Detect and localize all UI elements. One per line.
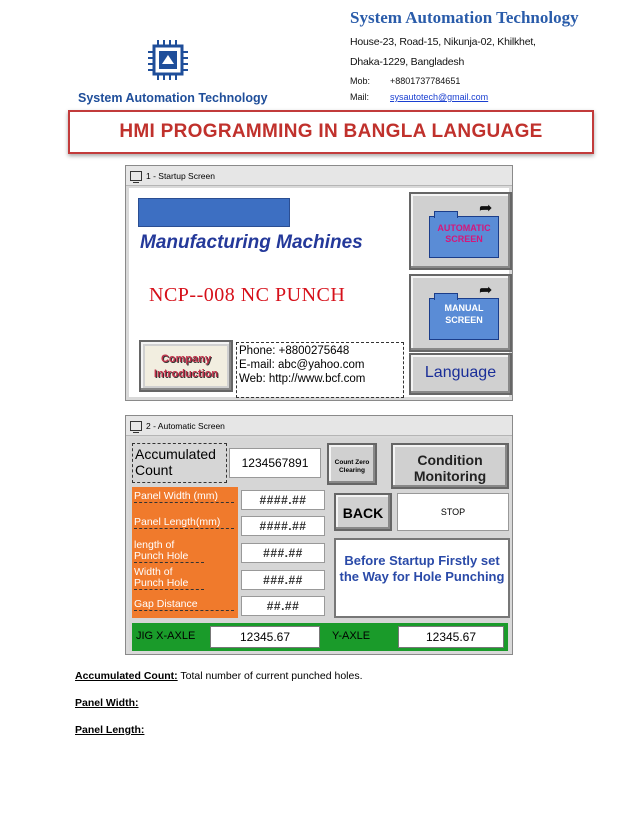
window-icon: [130, 421, 142, 431]
mobile-number: +8801737784651: [390, 76, 461, 86]
parameter-label-panel: [132, 487, 238, 618]
company-button-face: [145, 346, 227, 386]
startup-screen-window: [125, 165, 513, 401]
startup-window-titlebar: [126, 166, 512, 186]
accumulated-count-label: Accumulated Count: [132, 443, 227, 483]
window-icon: [130, 171, 142, 181]
back-button-label: BACK: [342, 505, 384, 521]
description-accumulated-count: [75, 670, 363, 682]
arrow-icon: ➦: [479, 282, 493, 299]
contact-info-box: [236, 342, 404, 398]
company-label-line1: Company: [160, 353, 212, 365]
mobile-label: Mob:: [350, 76, 371, 86]
startup-window-title: 1 - Startup Screen: [146, 170, 215, 181]
automatic-screen-window: [125, 415, 513, 655]
address-line-2: Dhaka-1229, Bangladesh: [350, 56, 465, 68]
description-term: Panel Width:: [75, 697, 139, 709]
description-panel-width: [75, 697, 139, 709]
logo-text: System Automation Technology: [78, 91, 268, 105]
address-line-1: House-23, Road-15, Nikunja-02, Khilkhet,: [350, 36, 536, 48]
mail-link[interactable]: sysautotech@gmail.com: [390, 92, 489, 102]
machine-model: NCP--008 NC PUNCH: [149, 284, 346, 306]
startup-screen-body: [129, 188, 509, 397]
count-zero-label: Count Zero Clearing: [334, 459, 370, 474]
y-axis-label: Y-AXLE: [332, 630, 371, 642]
back-button[interactable]: [334, 493, 392, 531]
x-axis-value: 12345.67: [210, 626, 320, 648]
hole-width-field[interactable]: ###.##: [241, 570, 325, 590]
banner-title: HMI PROGRAMMING IN BANGLA LANGUAGE: [119, 121, 543, 142]
blue-placeholder-box: [138, 198, 290, 227]
automatic-window-titlebar: [126, 416, 512, 436]
contact-web: Web: http://www.bcf.com: [239, 373, 366, 385]
contact-phone: Phone: +8800275648: [239, 345, 350, 357]
condition-monitoring-button[interactable]: [391, 443, 509, 489]
automatic-label-line2: SCREEN: [445, 234, 483, 244]
startup-instruction-box[interactable]: [334, 538, 510, 618]
automatic-screen-button[interactable]: [409, 192, 512, 270]
count-zero-clearing-button[interactable]: [327, 443, 377, 485]
mail-label: Mail:: [350, 92, 370, 102]
accumulated-count-value: 1234567891: [229, 448, 321, 478]
arrow-icon: ➦: [479, 200, 493, 217]
language-button[interactable]: [409, 353, 512, 395]
param-label: Panel Length(mm): [134, 517, 234, 529]
x-axis-label: JIG X-AXLE: [136, 630, 196, 642]
language-button-label: Language: [424, 364, 497, 381]
y-axis-value: 12345.67: [398, 626, 504, 648]
manufacturing-heading: Manufacturing Machines: [140, 232, 363, 253]
company-logo: [148, 40, 188, 88]
company-name: System Automation Technology: [350, 8, 579, 27]
automatic-window-title: 2 - Automatic Screen: [146, 420, 225, 431]
manual-screen-button[interactable]: [409, 274, 512, 352]
contact-email: E-mail: abc@yahoo.com: [239, 359, 365, 371]
company-introduction-button[interactable]: [139, 340, 233, 392]
description-term: Panel Length:: [75, 724, 145, 736]
company-label-line2: Introduction: [153, 368, 219, 380]
title-banner: [68, 110, 594, 154]
gap-distance-field[interactable]: ##.##: [241, 596, 325, 616]
panel-width-field[interactable]: ####.##: [241, 490, 325, 510]
param-label: Gap Distance: [134, 599, 234, 611]
description-text: Total number of current punched holes.: [177, 670, 363, 682]
manual-label-line1: MANUAL: [444, 303, 484, 313]
stop-status: STOP: [397, 493, 509, 531]
folder-icon: [429, 298, 499, 340]
startup-instruction-text: Before Startup Firstly set the Way for Hole Punching: [339, 553, 505, 584]
axis-readout-bar: [132, 623, 508, 651]
description-panel-length: [75, 724, 144, 736]
description-term: Accumulated Count:: [75, 670, 178, 682]
param-label: Panel Width (mm): [134, 491, 234, 503]
automatic-screen-body: [129, 438, 509, 651]
panel-length-field[interactable]: ####.##: [241, 516, 325, 536]
hole-length-field[interactable]: ###.##: [241, 543, 325, 563]
param-label: length of Punch Hole: [134, 540, 204, 563]
automatic-label-line1: AUTOMATIC: [437, 223, 491, 233]
folder-icon: [429, 216, 499, 258]
param-label: Width of Punch Hole: [134, 567, 204, 590]
condition-monitoring-label: Condition Monitoring: [413, 452, 487, 484]
manual-label-line2: SCREEN: [445, 315, 483, 325]
